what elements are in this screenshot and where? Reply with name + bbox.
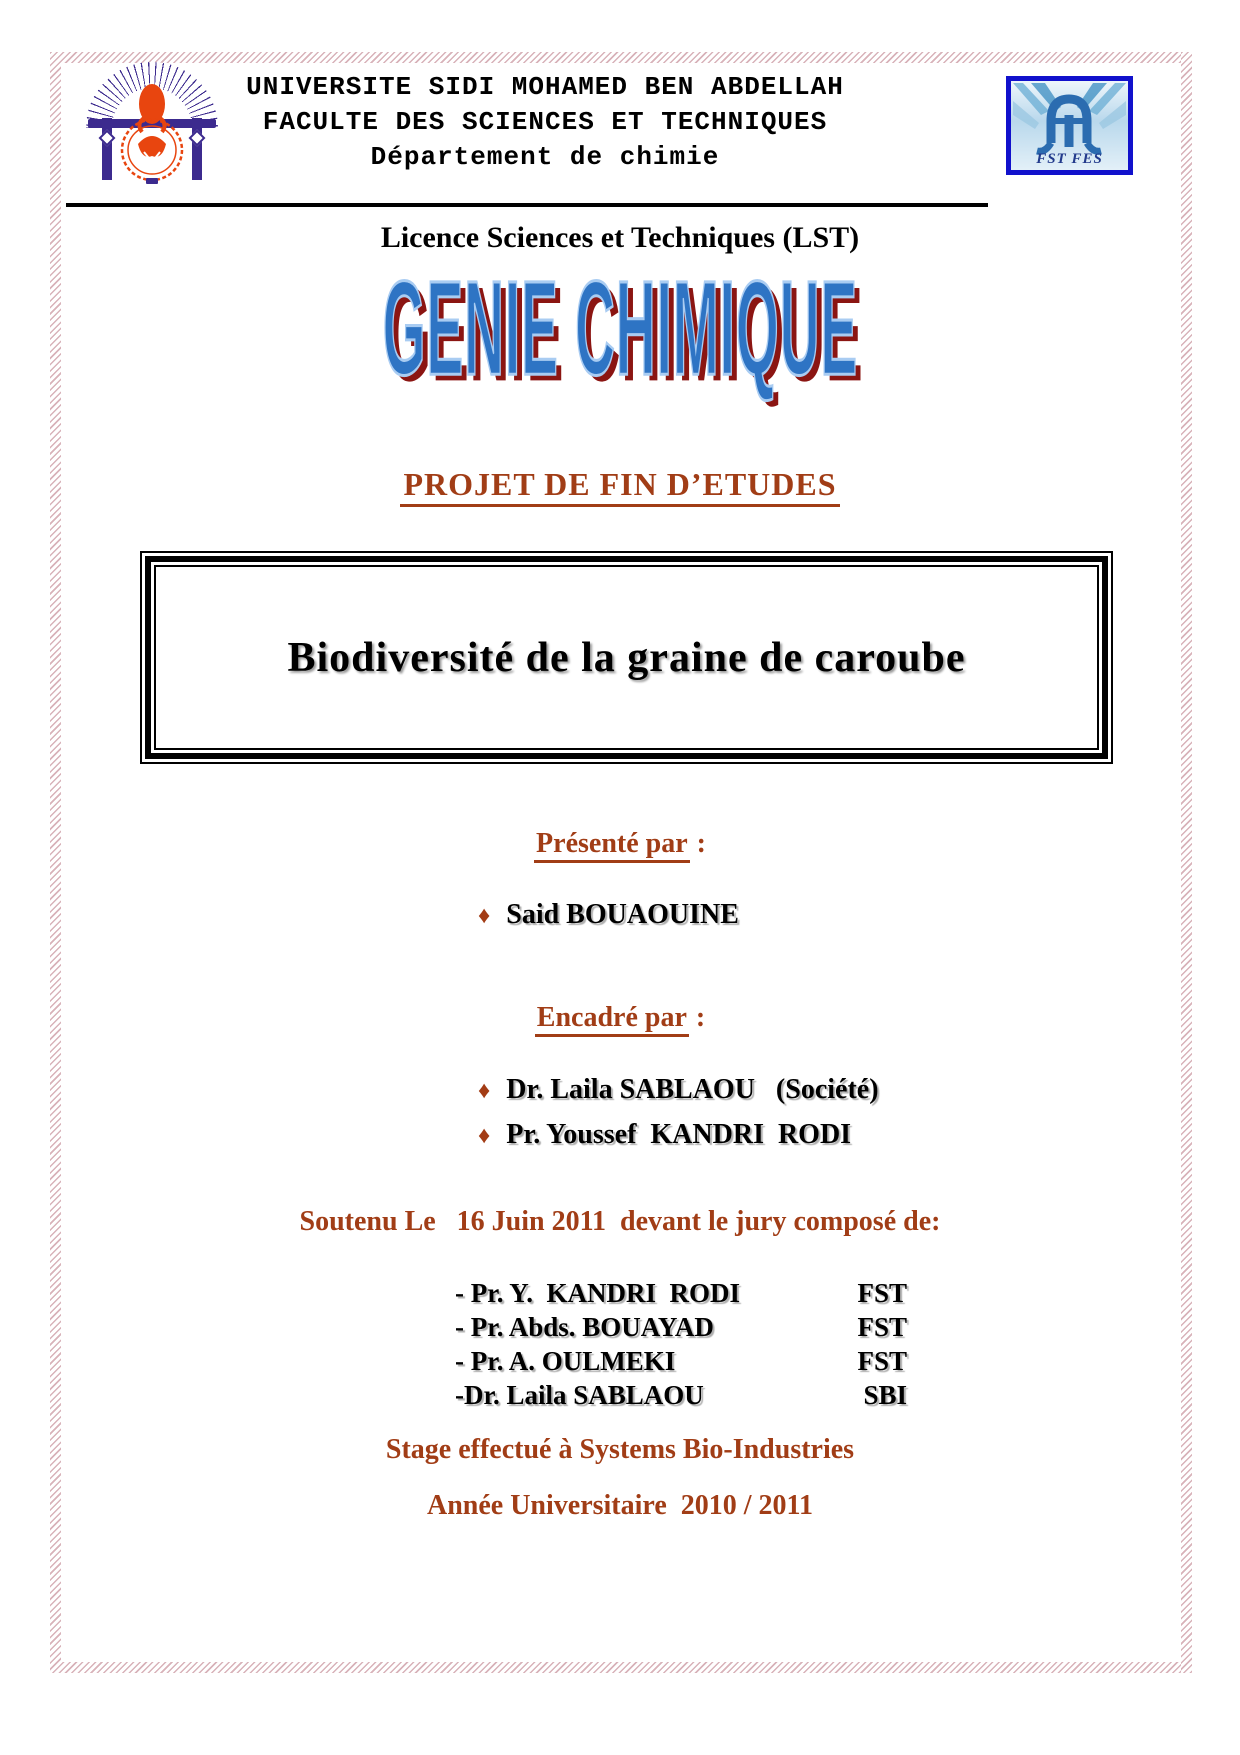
jury-name: - Pr. A. OULMEKI: [455, 1346, 676, 1376]
diamond-bullet-icon: ♦: [478, 903, 491, 929]
fst-logo-caption: FST FES: [1036, 151, 1103, 167]
jury-name: - Pr. Abds. BOUAYAD: [455, 1312, 714, 1342]
thesis-title: Biodiversité de la graine de caroube: [287, 634, 966, 681]
presented-by-list: [478, 893, 739, 938]
jury-name: - Pr. Y. KANDRI RODI: [455, 1278, 741, 1308]
supervisor-name: Dr. Laila SABLAOU (Société): [506, 1074, 879, 1105]
header-university: UNIVERSITE SIDI MOHAMED BEN ABDELLAH: [246, 72, 844, 102]
diamond-bullet-icon: ♦: [478, 1123, 491, 1149]
wordart-title: GENIE CHIMIQUE: [382, 252, 858, 404]
jury-row: [455, 1344, 907, 1378]
header-divider: [66, 203, 988, 207]
supervisor-name: Pr. Youssef KANDRI RODI: [506, 1119, 852, 1150]
header-department: Département de chimie: [370, 142, 720, 172]
student-name: Said BOUAOUINE: [506, 899, 739, 930]
jury-row: [455, 1378, 907, 1412]
page-border-bottom: [50, 1662, 1192, 1673]
supervised-by-list: [478, 1068, 879, 1158]
defense-line: Soutenu Le 16 Juin 2011 devant le jury composé de:: [299, 1206, 941, 1237]
jury-affiliation: SBI: [863, 1380, 907, 1410]
fst-fes-logo-icon: [1006, 76, 1133, 175]
internship-line: Stage effectué à Systems Bio-Industries: [385, 1434, 855, 1465]
supervised-by-heading: Encadré par :: [60, 1002, 1180, 1034]
header-text-block: [220, 70, 870, 175]
list-item: [478, 1113, 879, 1158]
page-border-top: [50, 52, 1192, 63]
wordart-wrap: [60, 252, 1180, 404]
academic-year-line: Année Universitaire 2010 / 2011: [426, 1490, 813, 1521]
jury-list: [455, 1276, 907, 1412]
jury-affiliation: FST: [857, 1312, 907, 1342]
list-item: [478, 1068, 879, 1113]
diamond-bullet-icon: ♦: [478, 1078, 491, 1104]
project-heading: PROJET DE FIN D’ETUDES: [60, 466, 1180, 503]
program-title: Licence Sciences et Techniques (LST): [380, 221, 860, 254]
emblem-medallion-icon: [86, 62, 218, 190]
presented-by-heading: Présenté par :: [60, 828, 1180, 860]
jury-row: [455, 1276, 907, 1310]
jury-affiliation: FST: [857, 1278, 907, 1308]
jury-name: -Dr. Laila SABLAOU: [455, 1380, 704, 1410]
header-faculty: FACULTE DES SCIENCES ET TECHNIQUES: [262, 107, 828, 137]
jury-affiliation: FST: [857, 1346, 907, 1376]
thesis-title-box: [140, 551, 1113, 764]
list-item: [478, 893, 739, 938]
jury-row: [455, 1310, 907, 1344]
university-emblem-icon: [86, 62, 218, 190]
page-border-right: [1181, 52, 1192, 1673]
